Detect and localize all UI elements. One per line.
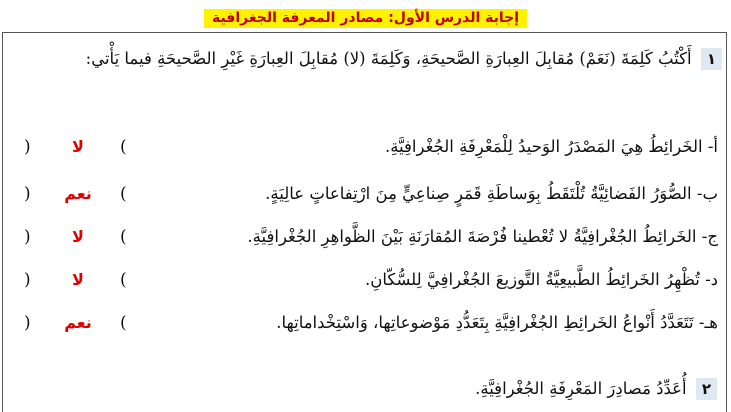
statement-text: ج- الخَرائِطُ الجُغْرافِيَّةُ لا تُعْطينا فُرْصَةَ المُقارَنَةِ بَيْنَ الظَّواهِرِ الجُغْرافِيَّةِ. bbox=[247, 227, 718, 246]
statement-item bbox=[14, 134, 718, 160]
paren-right: ( bbox=[120, 227, 127, 247]
paren-left: ) bbox=[24, 137, 31, 157]
answer-slot bbox=[14, 134, 149, 160]
statement-text: هـ- تَتَعَدَّدُ أَنْواعُ الخَرائِطِ الجُغْرافِيَّةِ بِتَعَدُّدِ مَوْضوعاتِها، وَاسْتِخْداماتِها. bbox=[276, 313, 718, 332]
answer-slot bbox=[14, 310, 149, 336]
statement-text: ب- الصُّوَرُ الفَضائِيَّةُ تُلْتَقَطُ بِوَساطَةِ قَمَرٍ صِناعِيٍّ مِنَ ارْتِفاعاتٍ عالِيَةٍ. bbox=[265, 184, 718, 203]
paren-left: ) bbox=[24, 184, 31, 204]
answer-slot bbox=[14, 267, 149, 293]
paren-left: ) bbox=[24, 227, 31, 247]
paren-left: ) bbox=[24, 313, 31, 333]
statement-text: د- تُظْهِرُ الخَرائِطُ الطَّبيعِيَّةُ التَّوزيعَ الجُغْرافِيَّ لِلسُّكّانِ. bbox=[364, 270, 718, 289]
page-title: إجابة الدرس الأول: مصادر المعرفة الجغرافية bbox=[204, 9, 527, 28]
question-1 bbox=[10, 44, 722, 74]
answer-slot bbox=[14, 224, 149, 250]
answer-value: لا bbox=[72, 227, 84, 246]
title-area bbox=[0, 7, 731, 28]
answer-value: لا bbox=[72, 270, 84, 289]
answer-value: نعم bbox=[64, 313, 92, 332]
answer-slot bbox=[14, 181, 149, 207]
statement-item bbox=[14, 181, 718, 207]
question-2-prompt: أُعَدِّدُ مَصادِرَ المَعْرِفَةِ الجُغْرافِيَّةِ. bbox=[475, 379, 687, 398]
content-frame bbox=[2, 32, 727, 412]
answer-value: نعم bbox=[64, 184, 92, 203]
question-1-prompt: أَكْتُبُ كَلِمَةَ (نَعَمْ) مُقابِلَ العِبارَةِ الصَّحيحَةِ، وَكَلِمَةَ (لا) مُقابِلَ العِبارَةِ غَيْرِ الصَّحيحَةِ فيما يَأْتي: bbox=[85, 49, 692, 68]
paren-right: ( bbox=[120, 313, 127, 333]
paren-right: ( bbox=[120, 270, 127, 290]
statement-item bbox=[14, 224, 718, 250]
paren-right: ( bbox=[120, 184, 127, 204]
question-2 bbox=[475, 376, 717, 402]
question-1-number: ١ bbox=[701, 48, 722, 70]
statement-text: أ- الخَرائِطُ هِيَ المَصْدَرُ الوَحيدُ لِلْمَعْرِفَةِ الجُغْرافِيَّةِ. bbox=[384, 137, 718, 156]
statement-item bbox=[14, 310, 718, 336]
question-2-number: ٢ bbox=[696, 378, 717, 400]
paren-right: ( bbox=[120, 137, 127, 157]
answer-value: لا bbox=[72, 137, 84, 156]
paren-left: ) bbox=[24, 270, 31, 290]
statement-item bbox=[14, 267, 718, 293]
